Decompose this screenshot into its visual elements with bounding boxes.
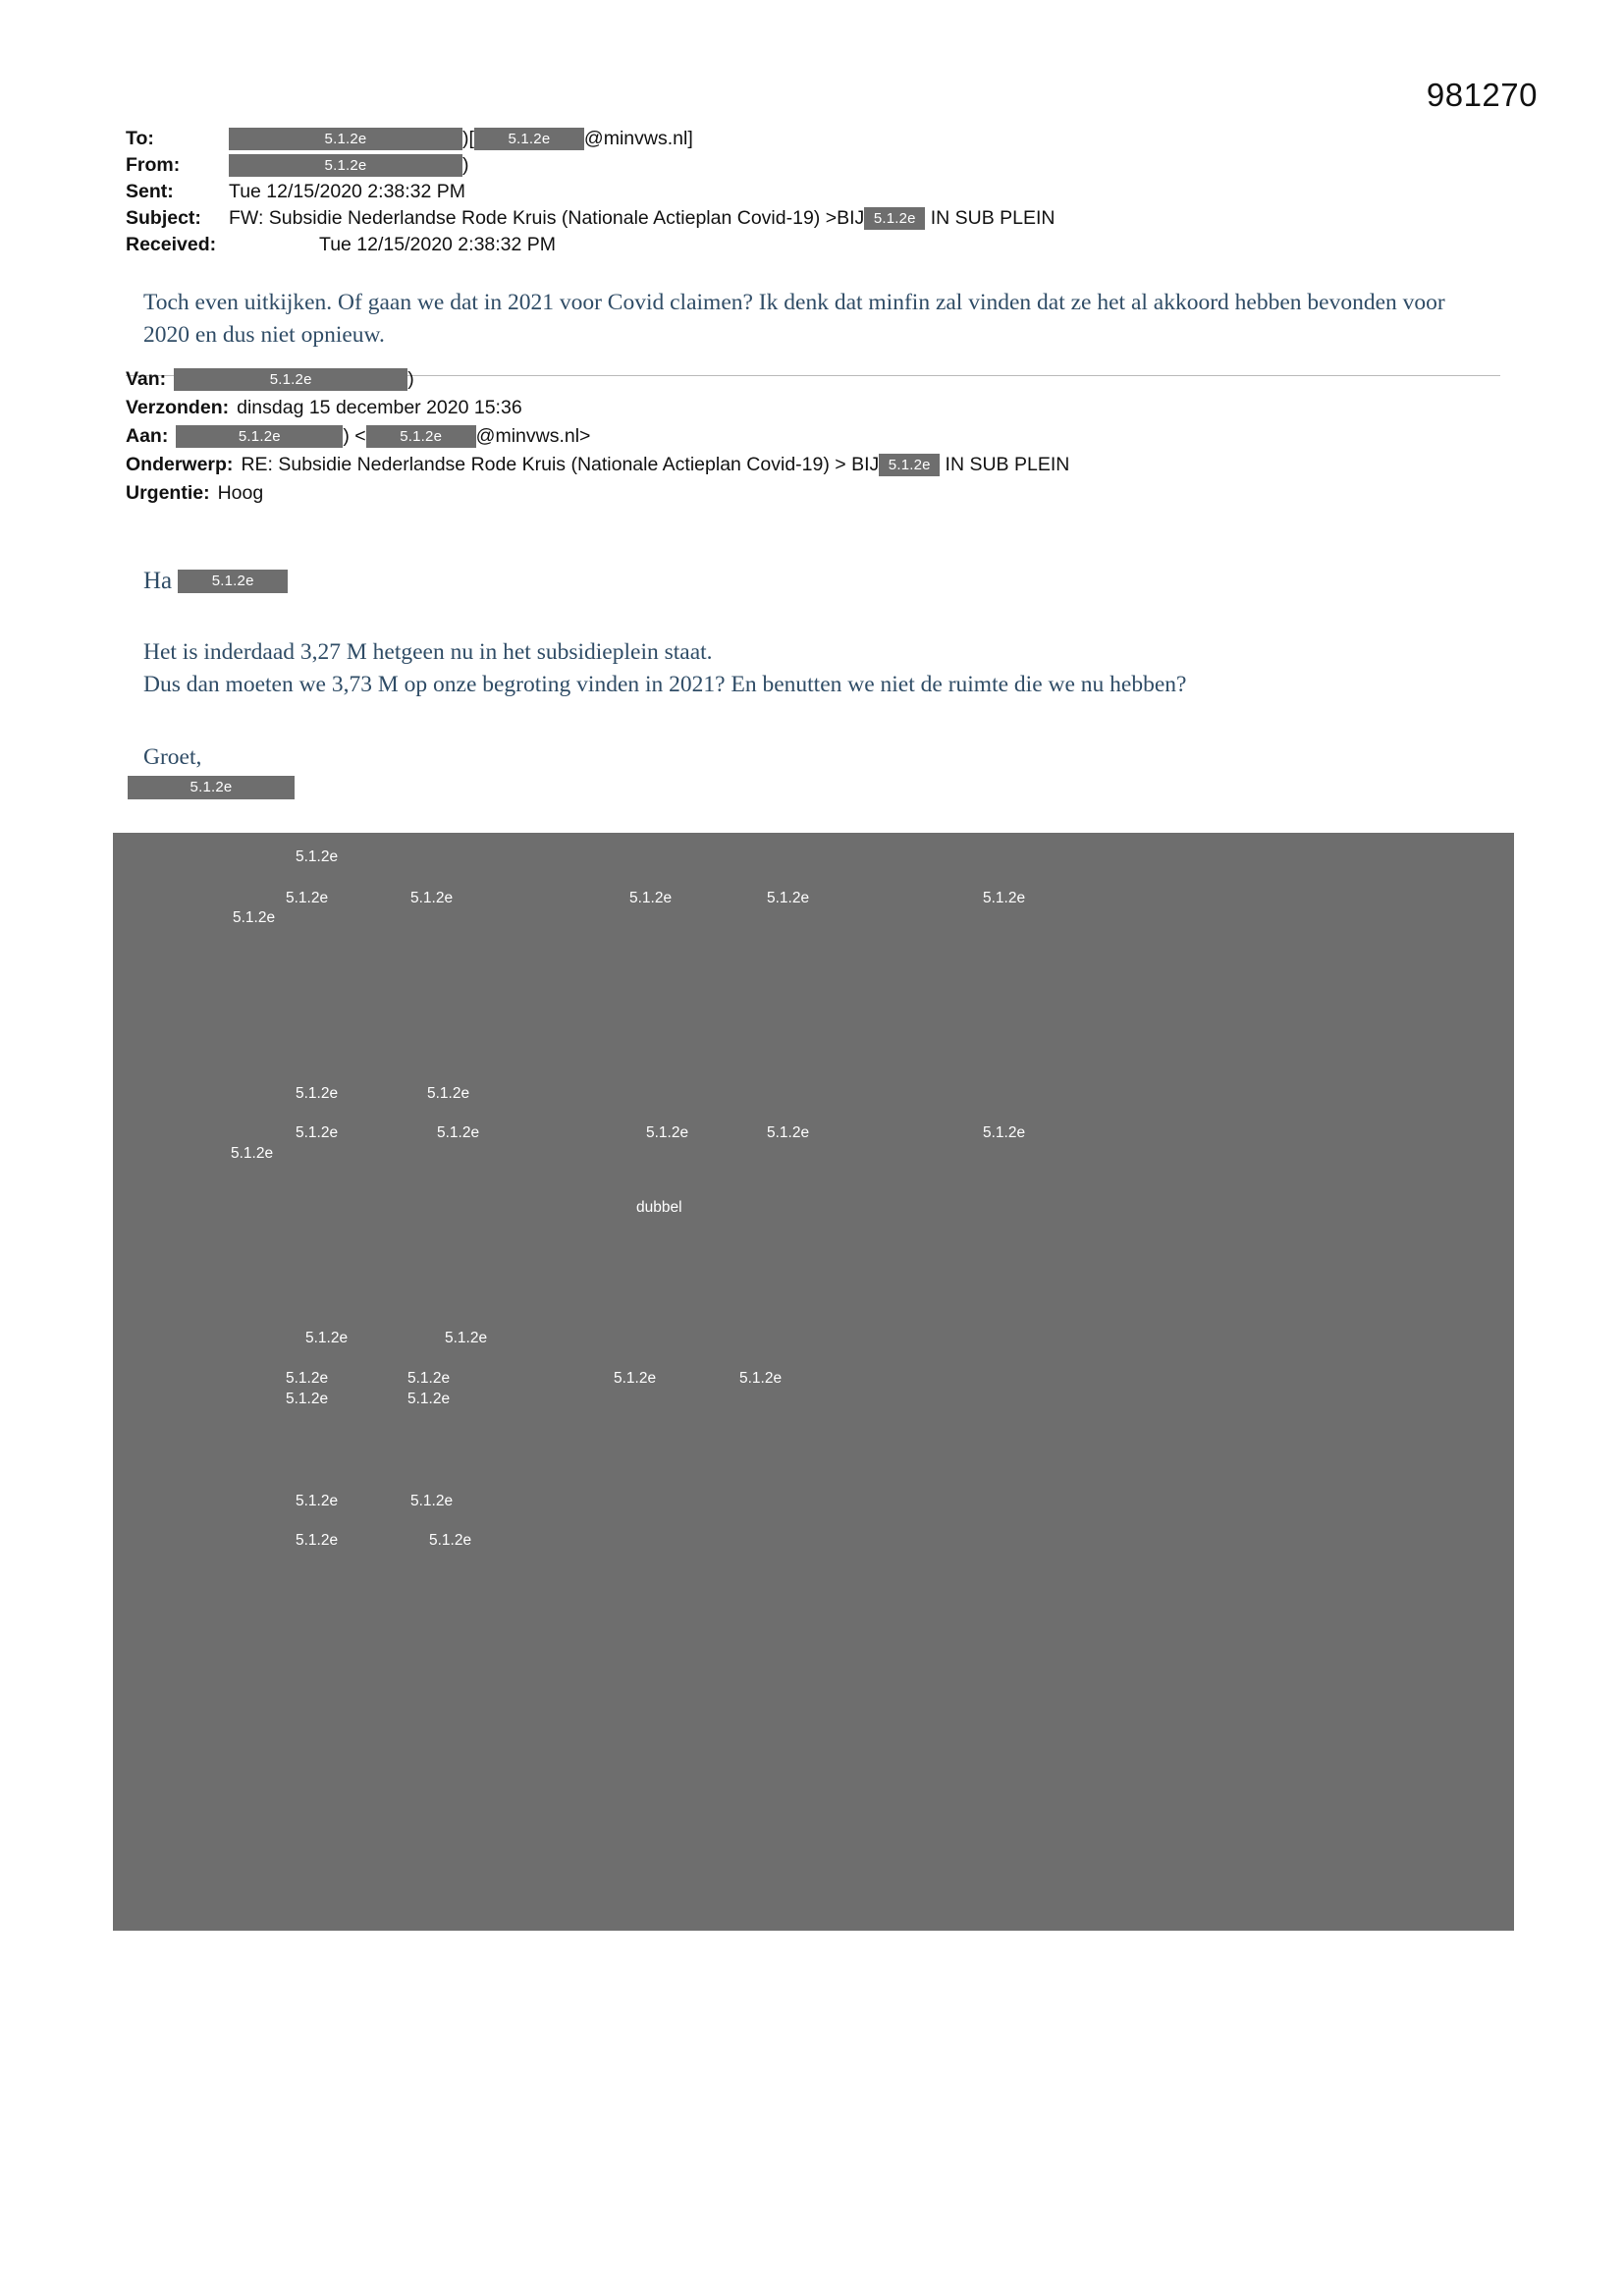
quoted-onderwerp-post: IN SUB PLEIN <box>945 454 1070 475</box>
redaction-chip: 5.1.2e <box>229 154 462 178</box>
quoted-aan-mid: ) < <box>343 425 366 447</box>
redaction-chip-label: 5.1.2e <box>296 1532 339 1549</box>
quoted-greeting-text: Ha <box>143 568 173 594</box>
header-value-sent: Tue 12/15/2020 2:38:32 PM <box>229 181 466 202</box>
redaction-chip-label: 5.1.2e <box>646 1124 689 1141</box>
redaction-chip: 5.1.2e <box>864 207 925 231</box>
redaction-chip-label: 5.1.2e <box>286 1391 329 1407</box>
header-label-to: To: <box>126 128 154 149</box>
header-label-subject: Subject: <box>126 207 201 229</box>
quoted-label-van: Van: <box>126 368 167 390</box>
quoted-closing: Groet, <box>143 744 202 770</box>
quoted-email-header <box>126 365 1500 508</box>
redaction-chip-label: 5.1.2e <box>629 890 673 906</box>
email-header <box>126 126 1500 258</box>
redaction-chip-label: 5.1.2e <box>296 1493 339 1509</box>
redaction-chip-signature: 5.1.2e <box>128 776 295 799</box>
redaction-chip-label: 5.1.2e <box>767 890 810 906</box>
redaction-chip-label: 5.1.2e <box>410 1493 454 1509</box>
redaction-chip-label: 5.1.2e <box>429 1532 472 1549</box>
quoted-row-onderwerp <box>126 451 1500 479</box>
subject-text-pre: FW: Subsidie Nederlandse Rode Kruis (Nationale Actieplan Covid-19) >BIJ <box>229 206 865 229</box>
redaction-chip-label: 5.1.2e <box>407 1370 451 1387</box>
from-suffix: ) <box>462 153 469 176</box>
quoted-van-suffix: ) <box>407 368 414 390</box>
redaction-chip-label: 5.1.2e <box>410 890 454 906</box>
redaction-chip-label: 5.1.2e <box>296 848 339 865</box>
redaction-chip-label: 5.1.2e <box>614 1370 657 1387</box>
quoted-label-onderwerp: Onderwerp: <box>126 454 234 475</box>
redaction-chip-label: 5.1.2e <box>305 1330 349 1346</box>
quoted-value-urgentie: Hoog <box>217 482 264 504</box>
header-label-from: From: <box>126 154 181 176</box>
quoted-row-aan <box>126 422 1500 451</box>
quoted-label-urgentie: Urgentie: <box>126 482 210 504</box>
received-date: Tue 12/15/2020 2:38:32 PM <box>319 234 557 255</box>
quoted-label-verzonden: Verzonden: <box>126 397 230 418</box>
header-value-received <box>229 234 556 256</box>
quoted-body-line-1: Het is inderdaad 3,27 M hetgeen nu in het subsidieplein staat. <box>143 639 713 665</box>
redaction-chip-label: 5.1.2e <box>445 1330 488 1346</box>
redaction-chip-label: 5.1.2e <box>231 1145 274 1162</box>
header-row-received <box>126 232 1500 258</box>
redaction-chip-label: 5.1.2e <box>437 1124 480 1141</box>
attachment-visible-text: dubbel <box>636 1199 682 1216</box>
redaction-chip: 5.1.2e <box>879 454 940 477</box>
header-value-from <box>229 154 469 178</box>
quoted-value-verzonden: dinsdag 15 december 2020 15:36 <box>237 397 522 418</box>
redaction-chip-label: 5.1.2e <box>296 1124 339 1141</box>
message-intro-paragraph: Toch even uitkijken. Of gaan we dat in 2021 voor Covid claimen? Ik denk dat minfin zal vinden dat ze het al akkoord hebben bevonden voor 2020 en dus niet opnieuw. <box>143 290 1445 349</box>
redaction-chip: 5.1.2e <box>366 425 476 449</box>
redaction-chip-label: 5.1.2e <box>739 1370 783 1387</box>
header-label-received: Received: <box>126 234 217 255</box>
quoted-row-van <box>126 365 1500 394</box>
header-label-sent: Sent: <box>126 181 174 202</box>
redaction-chip-label: 5.1.2e <box>407 1391 451 1407</box>
redaction-chip-label: 5.1.2e <box>286 1370 329 1387</box>
to-domain: @minvws.nl] <box>583 127 693 149</box>
header-row-subject <box>126 205 1500 232</box>
quoted-body-paragraph <box>143 636 1479 702</box>
quoted-label-aan: Aan: <box>126 425 169 447</box>
redaction-chip-label: 5.1.2e <box>983 890 1026 906</box>
redaction-chip-label: 5.1.2e <box>427 1085 470 1102</box>
redacted-attachment-block <box>113 833 1514 1931</box>
redaction-chip-label: 5.1.2e <box>983 1124 1026 1141</box>
redaction-chip: 5.1.2e <box>474 128 584 151</box>
quoted-aan-domain: @minvws.nl> <box>475 425 591 447</box>
redaction-chip-label: 5.1.2e <box>767 1124 810 1141</box>
quoted-greeting <box>143 568 288 595</box>
document-number: 981270 <box>1426 77 1538 113</box>
quoted-body-line-2: Dus dan moeten we 3,73 M op onze begroting vinden in 2021? En benutten we niet de ruimte die we nu hebben? <box>143 672 1187 698</box>
subject-text-post: IN SUB PLEIN <box>930 206 1056 229</box>
redaction-chip-label: 5.1.2e <box>233 909 276 926</box>
redaction-chip: 5.1.2e <box>178 570 288 593</box>
header-row-sent <box>126 179 1500 205</box>
header-row-to <box>126 126 1500 152</box>
redaction-chip-label: 5.1.2e <box>286 890 329 906</box>
header-row-from <box>126 152 1500 179</box>
to-suffix: )[ <box>462 127 474 149</box>
redaction-chip: 5.1.2e <box>229 128 462 151</box>
quoted-row-urgentie <box>126 479 1500 508</box>
redaction-chip: 5.1.2e <box>174 368 407 392</box>
quoted-onderwerp-pre: RE: Subsidie Nederlandse Rode Kruis (Nationale Actieplan Covid-19) > BIJ <box>241 454 880 475</box>
redaction-chip-label: 5.1.2e <box>296 1085 339 1102</box>
redaction-chip: 5.1.2e <box>176 425 343 449</box>
header-value-subject <box>229 207 1055 231</box>
header-value-to <box>229 128 693 151</box>
quoted-row-verzonden <box>126 394 1500 422</box>
